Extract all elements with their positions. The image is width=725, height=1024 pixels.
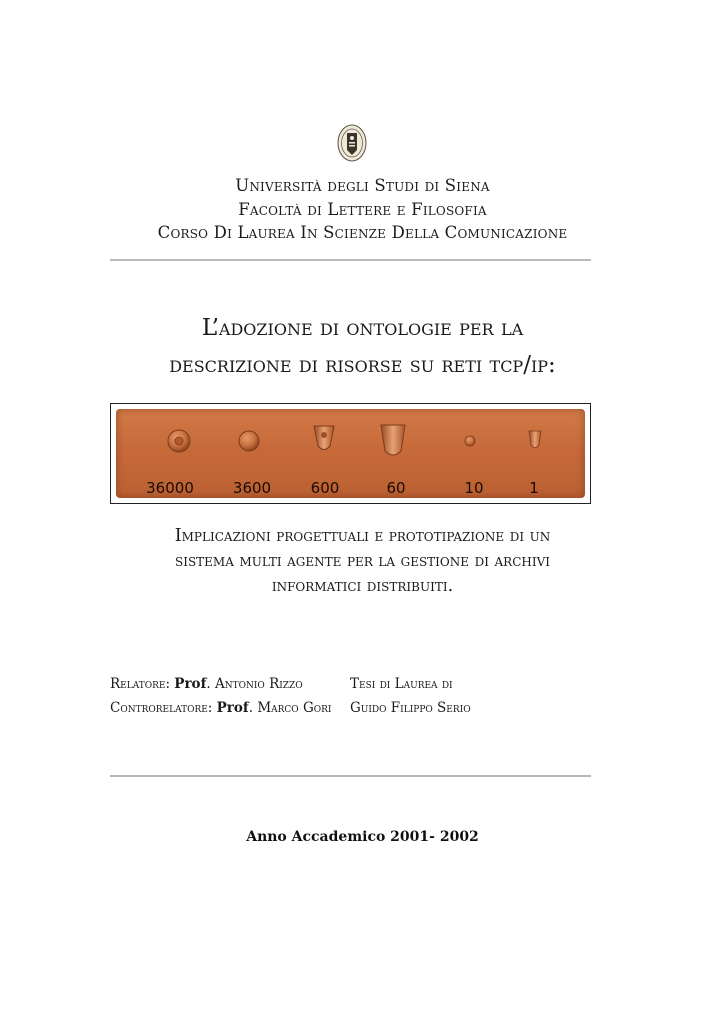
subtitle-line-2: sistema multi agente per la gestione di archivi (174, 551, 550, 571)
relatore-label: Relatore: (110, 676, 170, 692)
controrelatore-title: Prof (216, 700, 249, 716)
tablet-number-60: 60 (386, 479, 406, 497)
controrelatore-line (110, 700, 331, 716)
relatore-name: . Antonio Rizzo (206, 676, 303, 692)
university-seal-icon (337, 124, 367, 162)
controrelatore-label: Controrelatore: (110, 700, 213, 716)
token-36000-icon (168, 430, 190, 452)
tablet-number-36000: 36000 (146, 479, 194, 497)
academic-year: Anno Accademico 2001- 2002 (246, 829, 479, 845)
token-1-icon (529, 431, 541, 448)
thesis-title-line-1: L’adozione di ontologie per la (201, 315, 524, 341)
token-10-icon (465, 436, 475, 446)
subtitle-line-3: informatici distribuiti. (271, 576, 454, 596)
tablet-number-600: 600 (310, 479, 340, 497)
course-name: Corso Di Laurea In Scienze Della Comunicazione (157, 223, 568, 242)
relatore-line (110, 676, 303, 692)
token-3600-icon (239, 431, 259, 451)
tablet-number-1: 1 (529, 479, 539, 497)
university-name: Università degli Studi di Siena (235, 176, 490, 195)
thesis-title-line-2: descrizione di risorse su reti tcp/ip: (169, 352, 556, 378)
author-name: Guido Filippo Serio (350, 700, 471, 716)
thesis-label: Tesi di Laurea di (350, 676, 453, 692)
relatore-title: Prof (174, 676, 207, 692)
tablet-number-3600: 3600 (232, 479, 272, 497)
subtitle-line-1: Implicazioni progettuali e prototipazione di un (174, 526, 551, 546)
token-60-icon (381, 425, 405, 455)
faculty-name: Facoltà di Lettere e Filosofia (238, 200, 487, 219)
tablet-number-10: 10 (464, 479, 484, 497)
bottom-divider (110, 775, 591, 777)
controrelatore-name: . Marco Gori (248, 700, 332, 716)
token-600-icon (314, 426, 334, 450)
top-divider (110, 259, 591, 261)
clay-tablet-image (116, 409, 585, 498)
